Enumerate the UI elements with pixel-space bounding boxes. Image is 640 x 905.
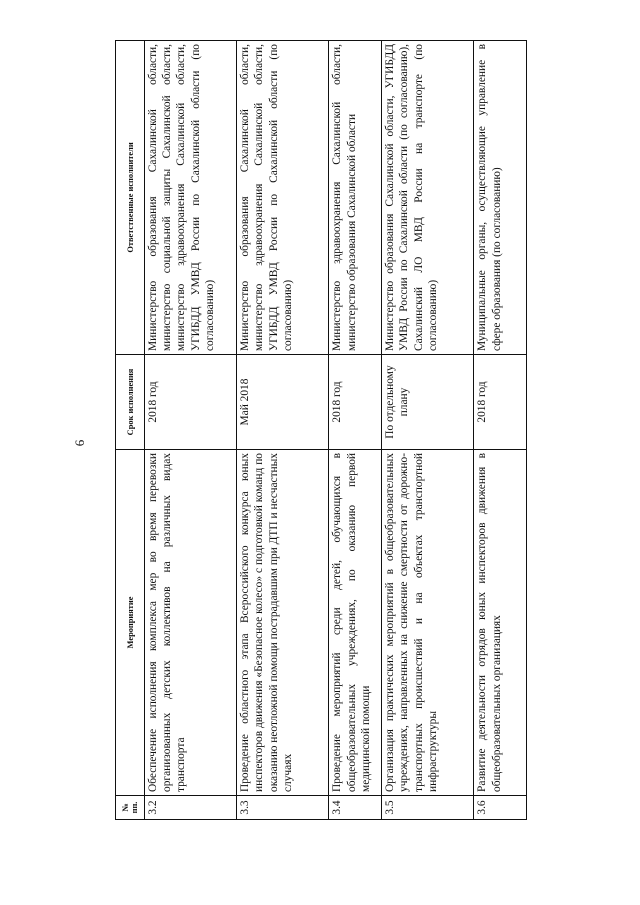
row-event: Проведение областного этапа Всероссийского конкурса юных инспекторов движения «Безопасное колесо» с подготовкой команд по оказанию неотложной помощи пострадавшим при ДТП и несчастных случаях (237, 450, 329, 796)
table-header-row (116, 41, 145, 820)
page-number: 6 (72, 439, 87, 447)
row-responsible: Министерство образования Сахалинской области, министерство социальной защиты Сахалинской области, министерство здравоохранения Сахалинской области, УГИБДД УМВД России по Сахалинской области (по согласованию) (145, 41, 237, 355)
row-term: Май 2018 (237, 355, 329, 450)
row-term: По отдельному плану (382, 355, 474, 450)
row-term: 2018 год (329, 355, 382, 450)
header-num: № пп. (116, 796, 145, 820)
table-row (145, 41, 237, 820)
table-row (329, 41, 382, 820)
row-term: 2018 год (145, 355, 237, 450)
table-row (237, 41, 329, 820)
row-responsible: Муниципальные органы, осуществляющие управление в сфере образования (по согласованию) (474, 41, 527, 355)
row-event: Проведение мероприятий среди детей, обучающихся в общеобразовательных учреждениях, по оказанию первой медицинской помощи (329, 450, 382, 796)
table-row (382, 41, 474, 820)
header-event: Мероприятие (116, 450, 145, 796)
row-num: 3.4 (329, 796, 382, 820)
row-num: 3.5 (382, 796, 474, 820)
header-term: Срок исполнения (116, 355, 145, 450)
table-row (474, 41, 527, 820)
row-responsible: Министерство образования Сахалинской области, УГИБДД УМВД России по Сахалинской области (по согласованию), Сахалинский ЛО МВД России на транспорте (по согласованию) (382, 41, 474, 355)
row-event: Развитие деятельности отрядов юных инспекторов движения в общеобразовательных организациях (474, 450, 527, 796)
activities-table (115, 40, 527, 820)
row-term: 2018 год (474, 355, 527, 450)
row-event: Обеспечение исполнения комплекса мер во время перевозки организованных детских коллективов на различных видах транспорта (145, 450, 237, 796)
row-responsible: Министерство образования Сахалинской области, министерство здравоохранения Сахалинской области, УГИБДД УМВД России по Сахалинской области (по согласованию) (237, 41, 329, 355)
rotated-table-container (115, 40, 527, 820)
header-responsible: Ответственные исполнители (116, 41, 145, 355)
row-event: Организация практических мероприятий в общеобразовательных учреждениях, направленных на снижение смертности от дорожно-транспортных происшествий и на объектах транспортной инфраструктуры (382, 450, 474, 796)
row-num: 3.6 (474, 796, 527, 820)
row-responsible: Министерство здравоохранения Сахалинской области, министерство образования Сахалинской области (329, 41, 382, 355)
row-num: 3.3 (237, 796, 329, 820)
row-num: 3.2 (145, 796, 237, 820)
